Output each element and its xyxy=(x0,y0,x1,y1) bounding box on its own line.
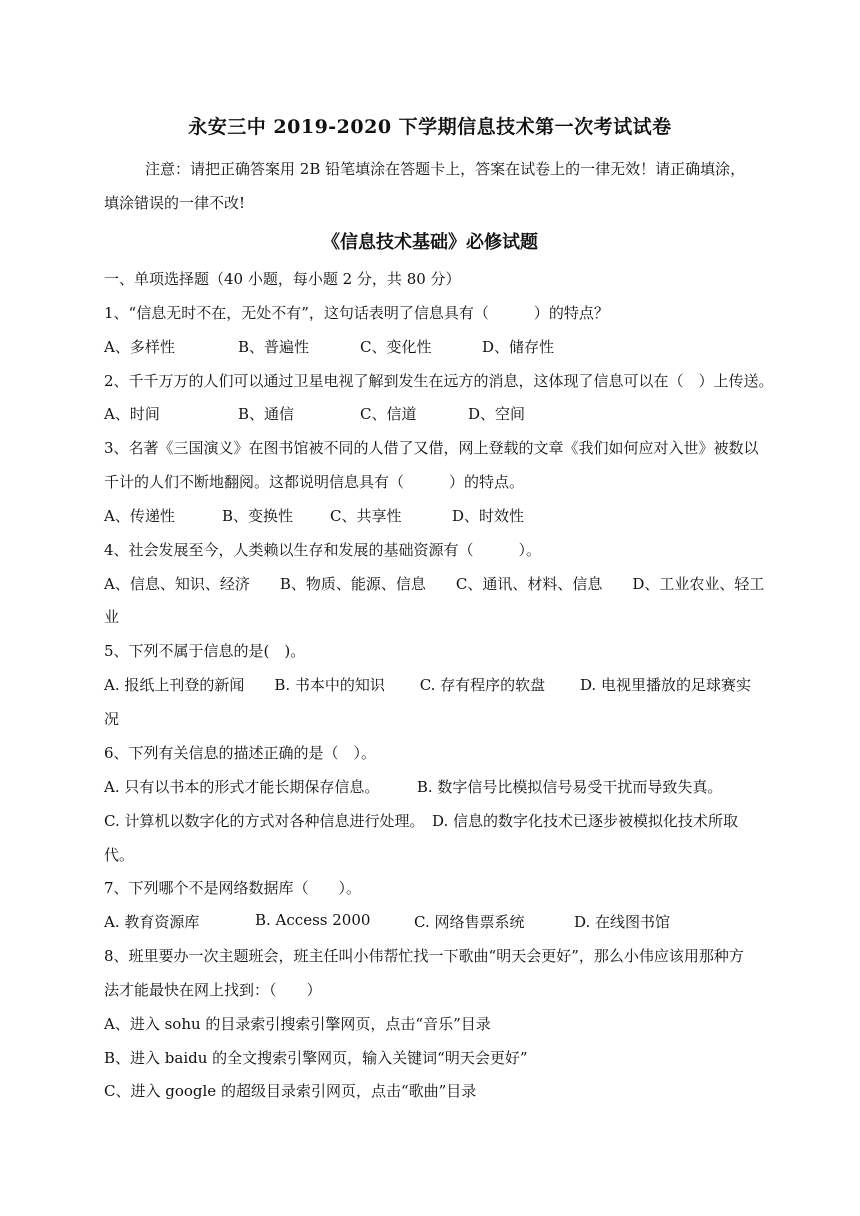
notice-line-1: 注意：请把正确答案用 2B 铅笔填涂在答题卡上，答案在试卷上的一律无效！请正确填涂， xyxy=(145,160,746,178)
question-1-option-a: A、多样性 xyxy=(104,338,175,356)
question-4-stem: 4、社会发展至今，人类赖以生存和发展的基础资源有（ ）。 xyxy=(104,541,542,559)
question-5-options-line-1: A. 报纸上刊登的新闻 B. 书本中的知识 C. 存有程序的软盘 D. 电视里播放的足球赛实 xyxy=(104,676,751,694)
question-2-option-a: A、时间 xyxy=(104,405,160,423)
question-8-stem-line-1: 8、班里要办一次主题班会，班主任叫小伟帮忙找一下歌曲“明天会更好”，那么小伟应该用那种方 xyxy=(104,947,744,965)
question-2-option-b: B、通信 xyxy=(238,405,295,423)
question-2-option-d: D、空间 xyxy=(468,405,526,423)
question-2-option-c: C、信道 xyxy=(360,405,417,423)
question-1-option-c: C、变化性 xyxy=(360,338,432,356)
section-title: 《信息技术基础》必修试题 xyxy=(322,232,538,253)
page-title: 永安三中 2019-2020 下学期信息技术第一次考试试卷 xyxy=(188,116,672,138)
question-5-stem: 5、下列不属于信息的是( )。 xyxy=(104,642,306,660)
question-8-option-a: A、进入 sohu 的目录索引搜索引擎网页，点击“音乐”目录 xyxy=(104,1015,491,1033)
question-6-options-line-1: A. 只有以书本的形式才能长期保存信息。 B. 数字信号比模拟信号易受干扰而导致失真。 xyxy=(104,778,723,796)
question-3-stem-line-2: 千计的人们不断地翻阅。这都说明信息具有（ ）的特点。 xyxy=(104,473,525,491)
question-3-option-c: C、共享性 xyxy=(330,507,402,525)
question-3-stem-line-1: 3、名著《三国演义》在图书馆被不同的人借了又借，网上登载的文章《我们如何应对入世》被数以 xyxy=(104,439,759,457)
notice-line-2: 填涂错误的一律不改! xyxy=(104,194,246,212)
question-5-options-line-2: 况 xyxy=(104,710,120,728)
question-4-options-line-1: A、信息、知识、经济 B、物质、能源、信息 C、通讯、材料、信息 D、工业农业、轻工 xyxy=(104,575,765,593)
question-7-stem: 7、下列哪个不是网络数据库（ ）。 xyxy=(104,879,362,897)
question-1-stem: 1、“信息无时不在，无处不有”，这句话表明了信息具有（ ）的特点？ xyxy=(104,304,609,322)
question-3-option-a: A、传递性 xyxy=(104,507,175,525)
question-2-stem: 2、千千万万的人们可以通过卫星电视了解到发生在远方的消息，这体现了信息可以在（ ）上传送。 xyxy=(104,372,774,390)
question-7-option-b: B. Access 2000 xyxy=(255,911,371,929)
question-7-option-c: C. 网络售票系统 xyxy=(414,913,525,931)
question-6-options-line-2: C. 计算机以数字化的方式对各种信息进行处理。 D. 信息的数字化技术已逐步被模拟化技术所取 xyxy=(104,812,739,830)
question-6-options-line-3: 代。 xyxy=(104,846,135,864)
question-3-option-b: B、变换性 xyxy=(222,507,294,525)
question-1-option-b: B、普遍性 xyxy=(238,338,310,356)
question-8-option-b: B、进入 baidu 的全文搜索引擎网页，输入关键词“明天会更好” xyxy=(104,1049,528,1067)
question-7-option-d: D. 在线图书馆 xyxy=(574,913,671,931)
question-3-option-d: D、时效性 xyxy=(452,507,525,525)
question-8-stem-line-2: 法才能最快在网上找到：（ ） xyxy=(104,981,322,999)
question-6-stem: 6、下列有关信息的描述正确的是（ ）。 xyxy=(104,744,377,762)
question-8-option-c: C、进入 google 的超级目录索引网页，点击“歌曲”目录 xyxy=(104,1082,477,1100)
question-4-options-line-2: 业 xyxy=(104,608,120,626)
question-1-option-d: D、储存性 xyxy=(482,338,555,356)
part-heading: 一、单项选择题（40 小题，每小题 2 分，共 80 分） xyxy=(104,270,461,288)
question-7-option-a: A. 教育资源库 xyxy=(104,913,200,931)
